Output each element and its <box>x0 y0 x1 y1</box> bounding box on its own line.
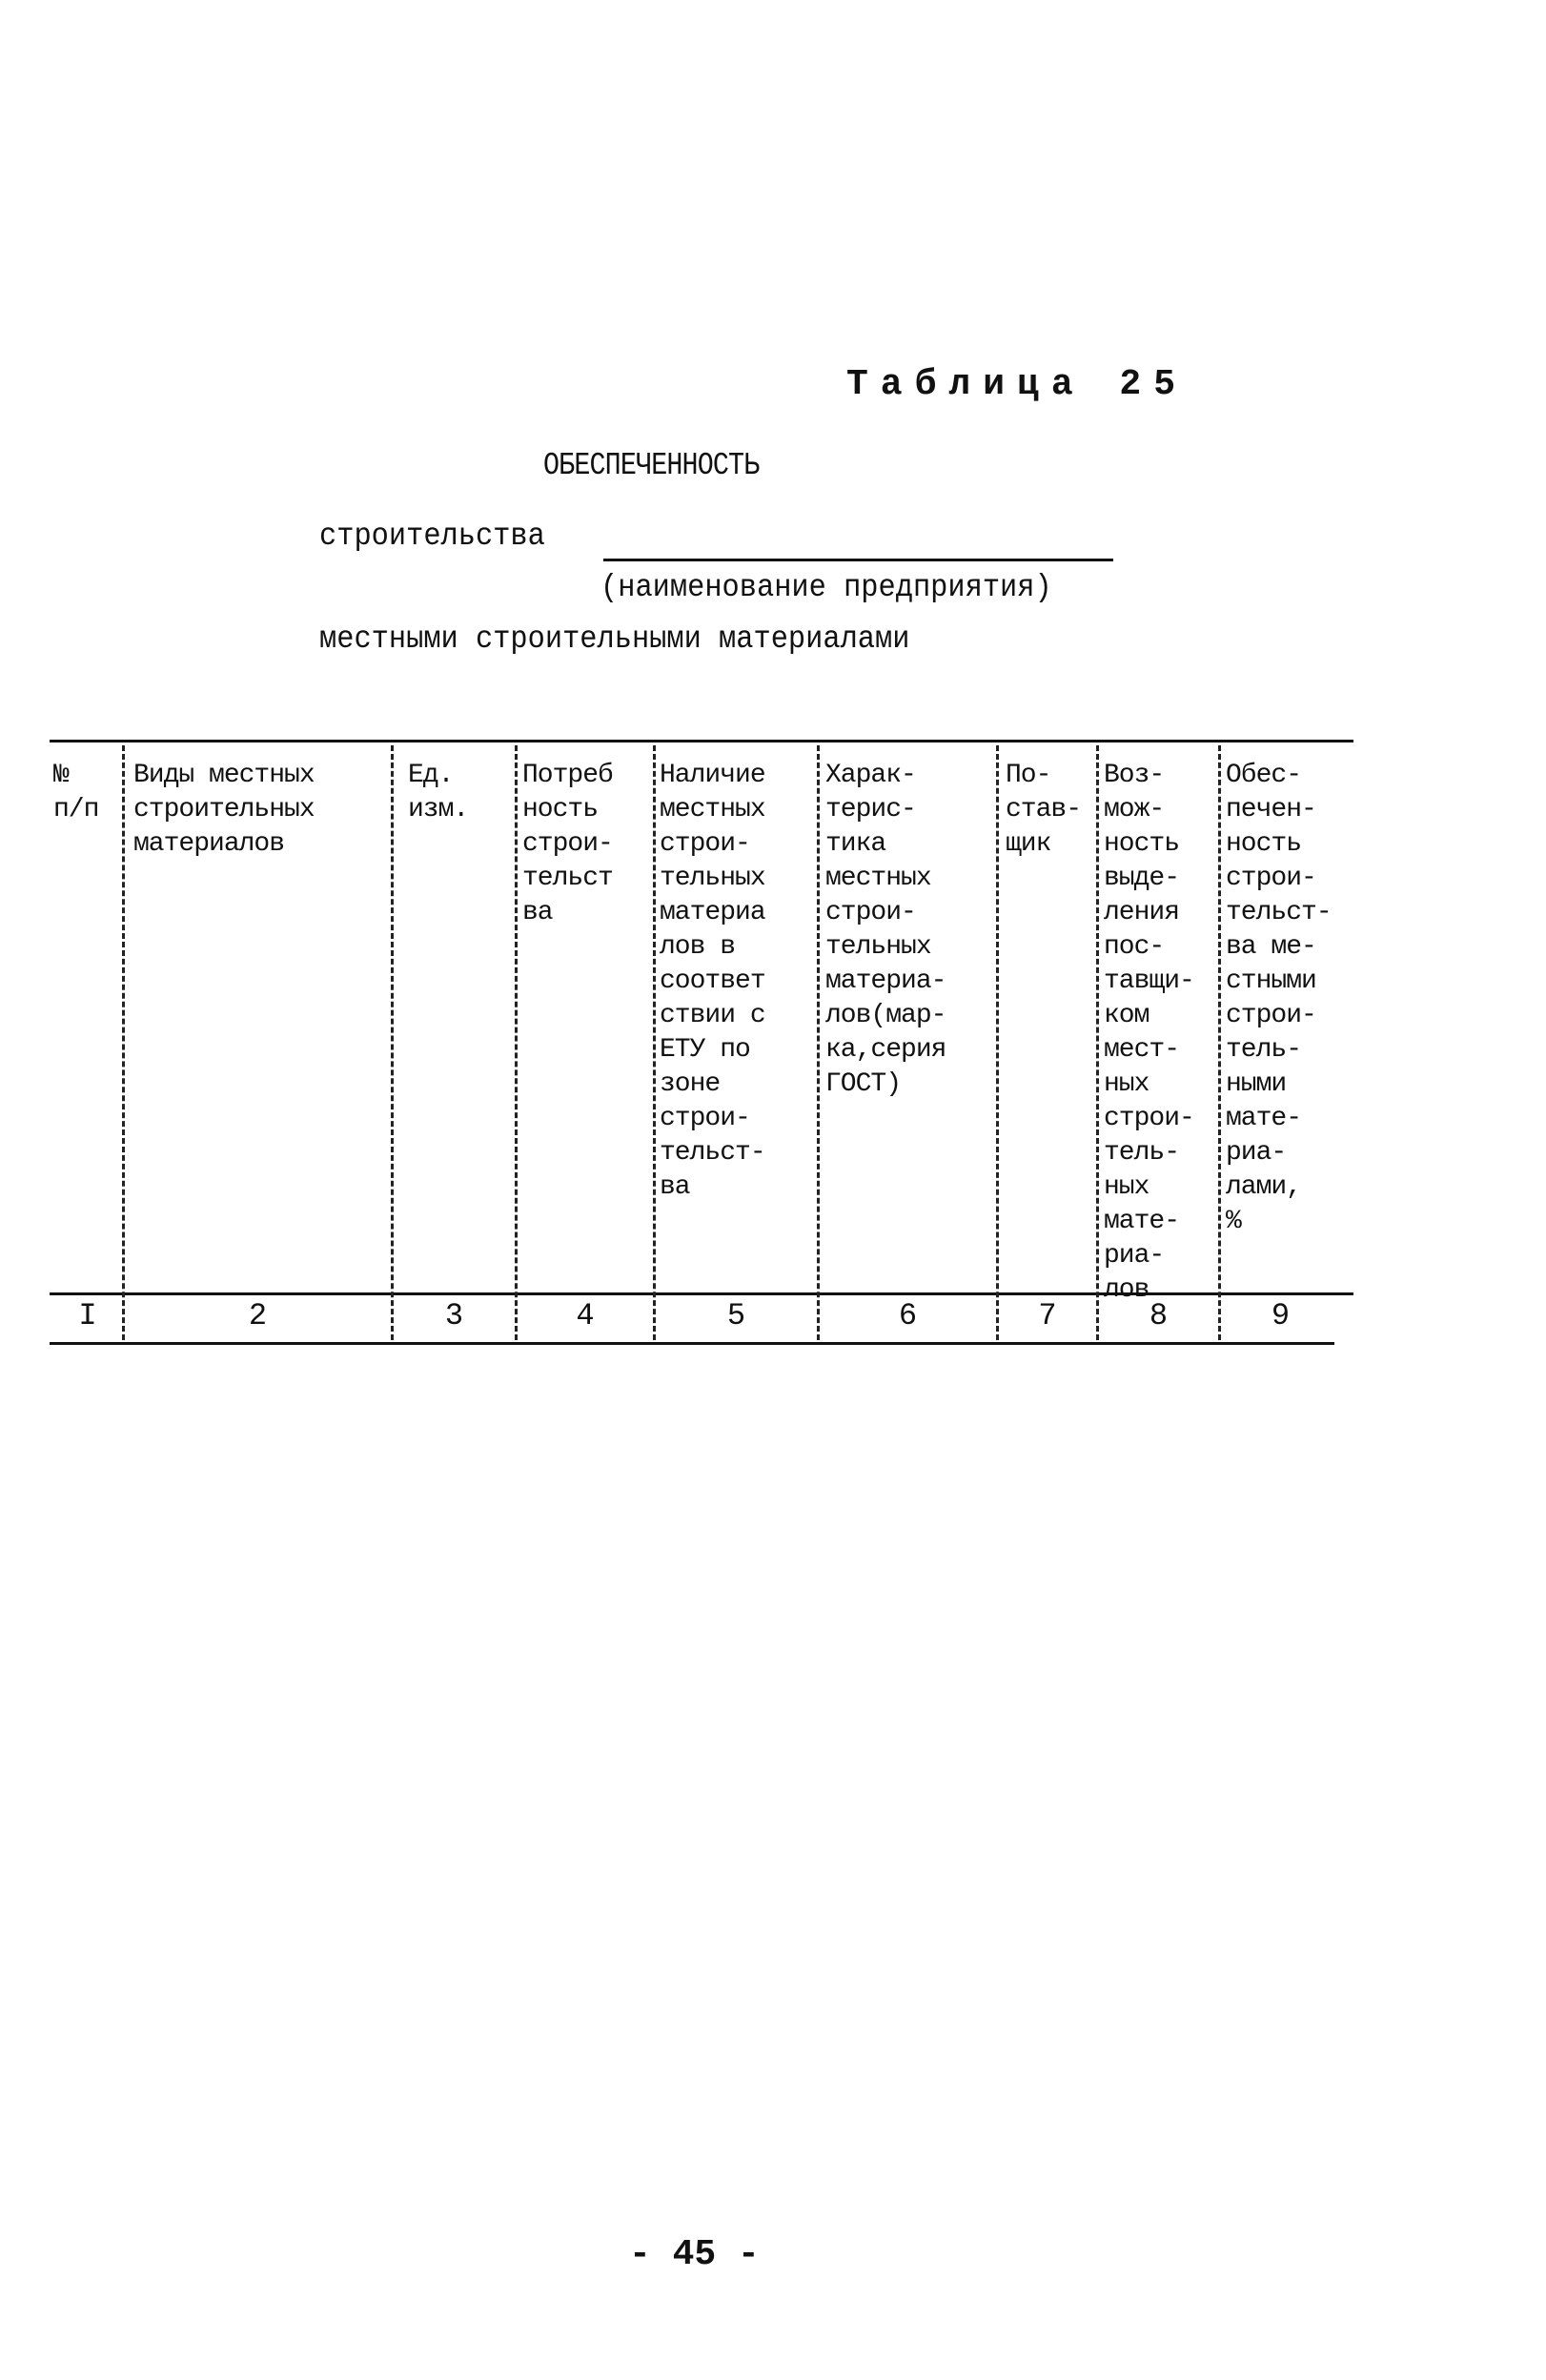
column-number: 2 <box>248 1298 268 1333</box>
column-divider <box>1218 745 1221 1340</box>
header-cell-material-types: Виды местных строительных материалов <box>133 761 315 859</box>
column-divider <box>1096 745 1099 1340</box>
title-line-construction: строительства <box>319 519 545 554</box>
header-cell-supply-possibility: Воз- мож- ность выде- ления пос- тавщи- ком мест- ных строи- тель- ных мате- риа- лов <box>1104 761 1194 1305</box>
header-cell-characteristics: Харак- терис- тика местных строи- тельных материа- лов(мар- ка,серия ГОСТ) <box>825 761 946 1099</box>
header-cell-demand: Потреб ность строи- тельст ва <box>522 761 613 927</box>
column-divider <box>122 745 125 1340</box>
page-number: - 45 - <box>629 2234 760 2275</box>
column-divider <box>391 745 394 1340</box>
column-divider <box>996 745 999 1340</box>
document-title: ОБЕСПЕЧЕННОСТЬ <box>543 448 760 483</box>
column-number: 7 <box>1038 1298 1057 1333</box>
column-number: 6 <box>898 1298 918 1333</box>
column-number: 5 <box>726 1298 746 1333</box>
column-divider <box>653 745 656 1340</box>
column-number: 8 <box>1149 1298 1169 1333</box>
table-bottom-rule <box>50 1342 1334 1345</box>
title-line-materials: местными строительными материалами <box>319 621 910 657</box>
header-cell-unit: Ед. изм. <box>408 761 469 824</box>
column-number: 4 <box>576 1298 595 1333</box>
column-number: 3 <box>444 1298 464 1333</box>
table-top-rule <box>50 740 1353 742</box>
header-cell-number: № п/п <box>53 761 99 824</box>
title-line-enterprise-caption: (наименование предприятия) <box>600 570 1052 605</box>
blank-fill-line <box>603 559 1113 561</box>
column-divider <box>817 745 820 1340</box>
table-label: Таблица 25 <box>846 364 1189 405</box>
header-cell-provision-percent: Обес- печен- ность строи- тельст- ва ме- стными строи- тель- ными мате- риа- лами, % <box>1226 761 1332 1236</box>
column-divider <box>515 745 518 1340</box>
column-number: 9 <box>1271 1298 1291 1333</box>
column-number: I <box>78 1298 97 1333</box>
header-cell-availability: Наличие местных строи- тельных материа лов в соответ ствии с ЕТУ по зоне строи- тельст- ва <box>660 761 765 1202</box>
header-cell-supplier: По- став- щик <box>1006 761 1082 859</box>
